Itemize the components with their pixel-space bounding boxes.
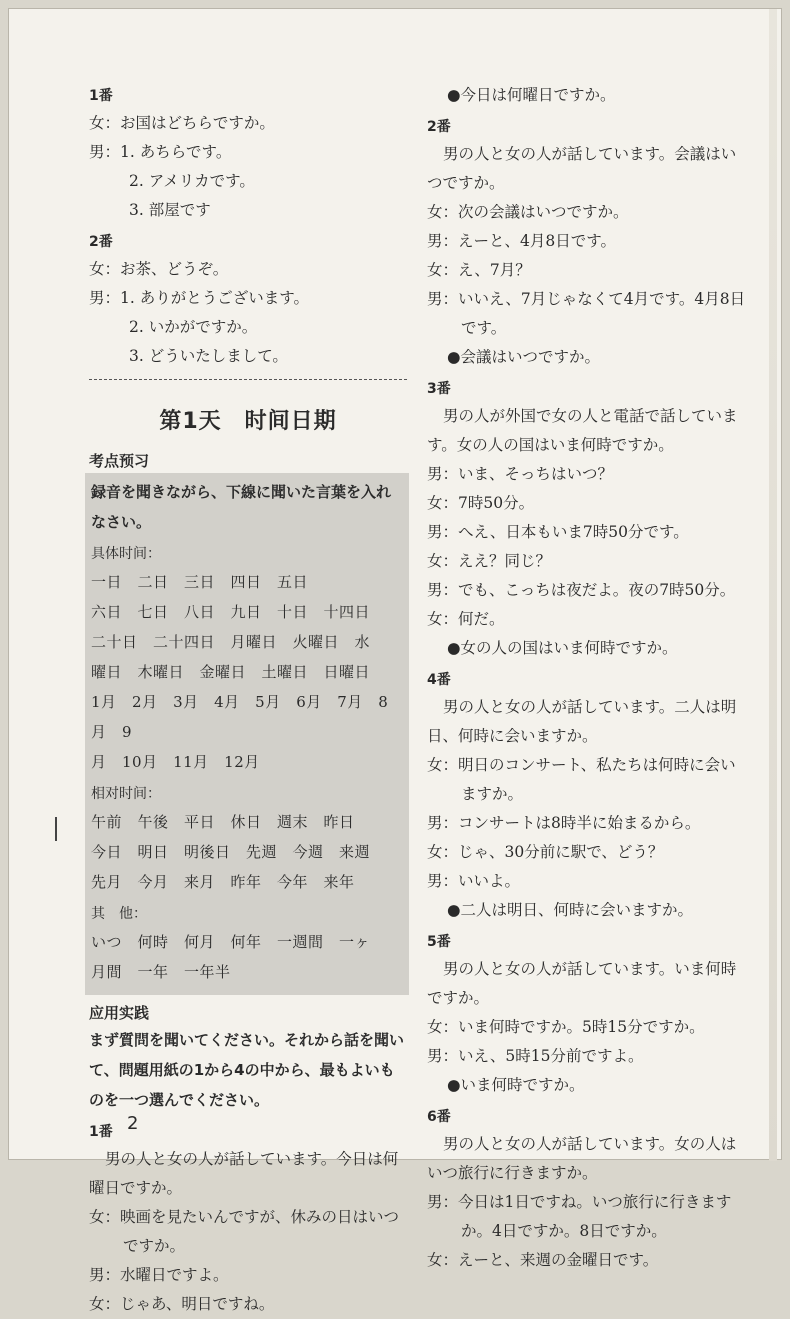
dialogue-line: 女：いま何時ですか。5時15分ですか。 — [427, 1018, 705, 1036]
dialogue-line: 女：映画を見たいんですが、休みの日はいつですか。 — [89, 1208, 400, 1255]
dialogue-line: 男：1. ありがとうございます。 — [89, 289, 309, 307]
vocab-line: 六日 七日 八日 九日 十日 十四日 — [91, 603, 371, 621]
margin-mark — [55, 817, 57, 841]
choice-line: 2. アメリカです。 — [129, 172, 255, 190]
answer-line: ●いま何時ですか。 — [447, 1076, 585, 1094]
choice-line: 2. いかがですか。 — [129, 318, 258, 336]
question-intro: 男の人と女の人が話しています。会議はいつですか。 — [427, 145, 737, 192]
vocab-group-label: 具体时间： — [91, 546, 161, 562]
dialogue-line: 女：お国はどちらですか。 — [89, 114, 275, 132]
question-label: 3番 — [427, 381, 451, 397]
dialogue-line: 女：お茶、どうぞ。 — [89, 260, 229, 278]
question-intro: 男の人と女の人が話しています。いま何時ですか。 — [427, 960, 737, 1007]
dialogue-line: 女：ええ？同じ？ — [427, 552, 552, 570]
preview-box — [85, 473, 409, 995]
question-intro: 男の人が外国で女の人と電話で話しています。女の人の国はいま何時ですか。 — [427, 407, 738, 454]
vocab-line: 月間 一年 一年半 — [91, 963, 231, 981]
vocab-line: 月 10月 11月 12月 — [91, 753, 260, 771]
page-edge — [769, 9, 777, 1161]
right-column — [427, 81, 747, 1275]
dialogue-line: 男：いえ、5時15分前ですよ。 — [427, 1047, 644, 1065]
question-label: 1番 — [89, 1124, 113, 1140]
vocab-line: 先月 今月 来月 昨年 今年 来年 — [91, 873, 355, 891]
vocab-line: 今日 明日 明後日 先週 今週 来週 — [91, 843, 371, 861]
answer-line: ●女の人の国はいま何時ですか。 — [447, 639, 678, 657]
dialogue-line: 女：何だ。 — [427, 610, 505, 628]
question-label: 2番 — [427, 119, 451, 135]
dialogue-line: 女：次の会議はいつですか。 — [427, 203, 629, 221]
dialogue-line: 男：1. あちらです。 — [89, 143, 232, 161]
vocab-line: 1月 2月 3月 4月 5月 6月 7月 8月 9 — [91, 693, 389, 741]
section-title: 应用实践 — [89, 1004, 150, 1022]
answer-line: ●今日は何曜日ですか。 — [447, 86, 616, 104]
instruction-text: 録音を聞きながら、下線に聞いた言葉を入れなさい。 — [91, 483, 392, 531]
question-label: 1番 — [89, 88, 113, 104]
dialogue-line: 女：え、7月？ — [427, 261, 531, 279]
question-intro: 男の人と女の人が話しています。二人は明日、何時に会いますか。 — [427, 698, 737, 745]
question-label: 2番 — [89, 234, 113, 250]
dialogue-line: 男：いま、そっちはいつ？ — [427, 465, 614, 483]
dialogue-line: 男：いいえ、7月じゃなくて4月です。4月8日です。 — [427, 290, 746, 337]
dialogue-line: 男：へえ、日本もいま7時50分です。 — [427, 523, 689, 541]
vocab-line: 一日 二日 三日 四日 五日 — [91, 573, 309, 591]
textbook-page — [8, 8, 782, 1313]
vocab-line: いつ 何時 何月 何年 一週間 一ヶ — [91, 933, 371, 951]
dialogue-line: 女：えーと、来週の金曜日です。 — [427, 1251, 659, 1269]
question-intro: 男の人と女の人が話しています。今日は何曜日ですか。 — [89, 1150, 399, 1197]
question-intro: 男の人と女の人が話しています。女の人はいつ旅行に行きますか。 — [427, 1135, 737, 1182]
vocab-line: 二十日 二十四日 月曜日 火曜日 水 — [91, 633, 371, 651]
page-number: 2 — [127, 1113, 139, 1134]
vocab-line: 曜日 木曜日 金曜日 土曜日 日曜日 — [91, 663, 371, 681]
choice-line: 3. 部屋です — [129, 201, 211, 219]
question-label: 5番 — [427, 934, 451, 950]
question-label: 4番 — [427, 672, 451, 688]
vocab-line: 午前 午後 平日 休日 週末 昨日 — [91, 813, 355, 831]
dialogue-line: 女：じゃあ、明日ですね。 — [89, 1295, 275, 1313]
dialogue-line: 男：今日は1日ですね。いつ旅行に行きますか。4日ですか。8日ですか。 — [427, 1193, 732, 1240]
choice-line: 3. どういたしまして。 — [129, 347, 288, 365]
section-divider — [89, 379, 407, 380]
instruction-text: まず質問を聞いてください。それから話を聞いて、問題用紙の1から4の中から、最もよいものを一つ選んでください。 — [89, 1031, 405, 1109]
vocab-group-label: 其 他： — [91, 906, 147, 922]
dialogue-line: 女：7時50分。 — [427, 494, 535, 512]
dialogue-line: 男：えーと、4月8日です。 — [427, 232, 616, 250]
dialogue-line: 男：コンサートは8時半に始まるから。 — [427, 814, 701, 832]
dialogue-line: 男：水曜日ですよ。 — [89, 1266, 229, 1284]
answer-line: ●会議はいつですか。 — [447, 348, 601, 366]
dialogue-line: 男：でも、こっちは夜だよ。夜の7時50分。 — [427, 581, 736, 599]
vocab-group-label: 相对时间： — [91, 786, 161, 802]
dialogue-line: 女：明日のコンサート、私たちは何時に会いますか。 — [427, 756, 736, 803]
section-title: 考点预习 — [89, 452, 150, 470]
question-label: 6番 — [427, 1109, 451, 1125]
chapter-title: 第1天 时间日期 — [159, 409, 337, 434]
answer-line: ●二人は明日、何時に会いますか。 — [447, 901, 694, 919]
dialogue-line: 男：いいよ。 — [427, 872, 521, 890]
dialogue-line: 女：じゃ、30分前に駅で、どう？ — [427, 843, 664, 861]
